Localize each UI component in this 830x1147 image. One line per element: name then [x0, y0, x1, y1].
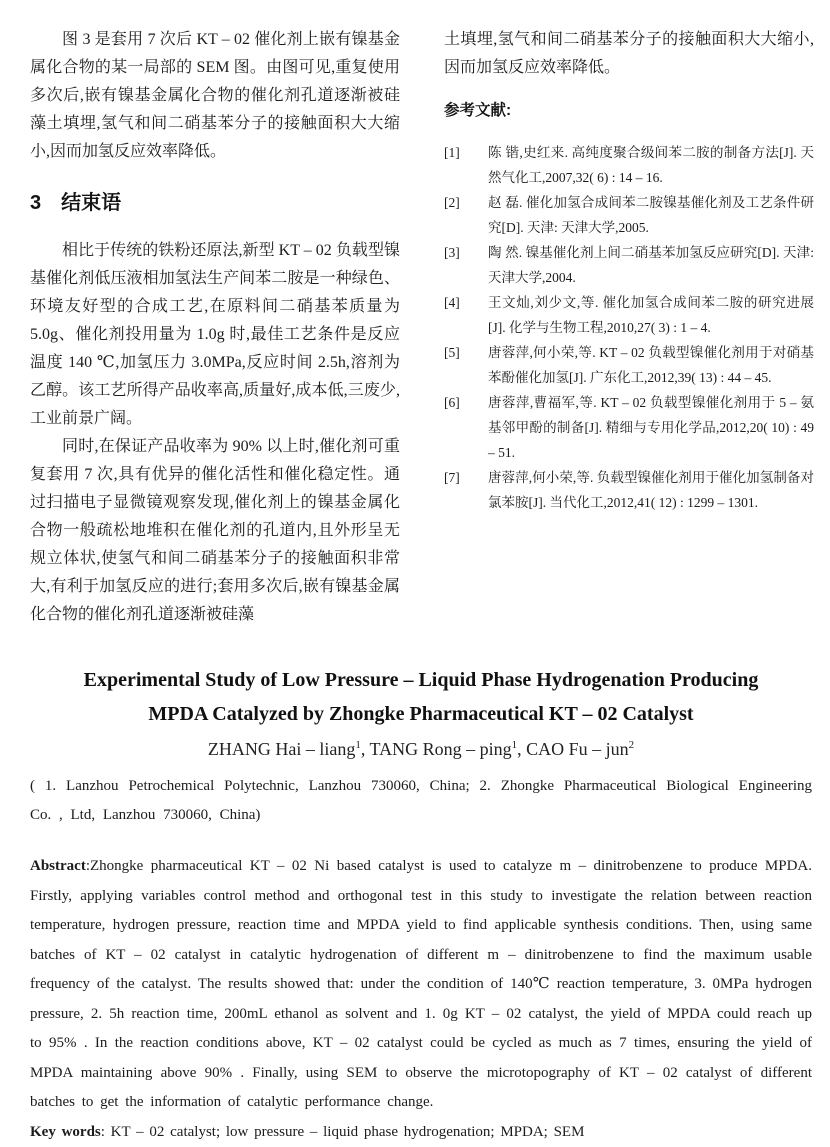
abstract-paragraph — [30, 852, 812, 1118]
references-list — [444, 140, 814, 515]
reference-text: 唐蓉萍,何小荣,等. KT – 02 负载型镍催化剂用于对硝基苯酚催化加氢[J]. 广东化工,2012,39( 13) : 44 – 45. — [488, 345, 814, 385]
author-affiliation-superscript: 1 — [512, 739, 518, 751]
reference-number: [6] — [444, 390, 460, 415]
reference-number: [4] — [444, 290, 460, 315]
author-name: ZHANG Hai – liang — [208, 739, 355, 759]
authors-line — [30, 739, 812, 760]
author-affiliation-superscript: 2 — [629, 739, 635, 751]
reference-text: 陈 锴,史红来. 高纯度聚合级间苯二胺的制备方法[J]. 天然气化工,2007,32( 6) : 14 – 16. — [488, 145, 814, 185]
reference-text: 唐蓉萍,何小荣,等. 负载型镍催化剂用于催化加氢制备对氯苯胺[J]. 当代化工,2012,41( 12) : 1299 – 1301. — [488, 470, 814, 510]
affiliation-line: ( 1. Lanzhou Petrochemical Polytechnic, Lanzhou 730060, China; 2. Zhongke Pharmaceutical Biological Engineering Co. , Ltd, Lanzhou 730060, China) — [30, 772, 812, 830]
left-column — [30, 26, 400, 629]
abstract-label: Abstract — [30, 858, 86, 874]
english-title-line2: MPDA Catalyzed by Zhongke Pharmaceutical KT – 02 Catalyst — [30, 697, 812, 731]
reference-text: 赵 磊. 催化加氢合成间苯二胺镍基催化剂及工艺条件研究[D]. 天津: 天津大学,2005. — [488, 195, 814, 235]
reference-item — [444, 465, 814, 515]
abstract-text: Zhongke pharmaceutical KT – 02 Ni based catalyst is used to catalyze m – dinitrobenzene to produce MPDA. Firstly, applying variables control method and orthogonal test in this study to investigate the relation between reaction temperature, hydrogen pressure, reaction time and MPDA yield to find applicable synthesis conditions. Then, using same batches of KT – 02 catalyst in catalytic hydrogenation of different m – dinitrobenzene to find the maximum usable frequency of the catalyst. The results showed that: under the condition of 140℃ reaction temperature, 3. 0MPa hydrogen pressure, 2. 5h reaction time, 200mL ethanol as solvent and 1. 0g KT – 02 catalyst, the yield of MPDA could reach up to 95% . In the reaction conditions above, KT – 02 catalyst could be cycled as much as 7 times, ensuring the yield of MPDA maintaining above 90% . Finally, using SEM to observe the microtopography of KT – 02 catalyst of different batches to get the information of catalytic performance change. — [30, 858, 812, 1110]
reference-number: [5] — [444, 340, 460, 365]
reference-item — [444, 190, 814, 240]
keywords-text: KT – 02 catalyst; low pressure – liquid phase hydrogenation; MPDA; SEM — [111, 1124, 585, 1140]
author-name: CAO Fu – jun — [526, 739, 629, 759]
reference-number: [2] — [444, 190, 460, 215]
keywords-line — [30, 1118, 812, 1147]
reference-item — [444, 290, 814, 340]
english-abstract-section — [30, 663, 814, 1147]
reference-item — [444, 140, 814, 190]
author-separator: , — [361, 739, 370, 759]
section-number: 3 — [30, 192, 41, 215]
abstract-colon: : — [86, 858, 90, 874]
author-affiliation-superscript: 1 — [355, 739, 361, 751]
english-title — [30, 663, 812, 731]
author-separator: , — [517, 739, 526, 759]
reference-text: 王文灿,刘少文,等. 催化加氢合成间苯二胺的研究进展[J]. 化学与生物工程,2010,27( 3) : 1 – 4. — [488, 295, 814, 335]
chinese-two-column-section — [30, 26, 814, 629]
keywords-colon: : — [101, 1124, 111, 1140]
references-heading: 参考文献: — [444, 98, 814, 120]
right-column — [444, 26, 814, 629]
paragraph-sem-discussion: 图 3 是套用 7 次后 KT – 02 催化剂上嵌有镍基金属化合物的某一局部的 SEM 图。由图可见,重复使用多次后,嵌有镍基金属化合物的催化剂孔道逐渐被硅藻土填埋,氢气和间二硝基苯分子的接触面积大大缩小,因而加氢反应效率降低。 — [30, 26, 400, 166]
reference-item — [444, 240, 814, 290]
section-heading-conclusion — [30, 186, 400, 215]
reference-item — [444, 390, 814, 465]
reference-number: [3] — [444, 240, 460, 265]
reference-text: 唐蓉萍,曹福军,等. KT – 02 负载型镍催化剂用于 5 – 氨基邻甲酚的制备[J]. 精细与专用化学品,2012,20( 10) : 49 – 51. — [488, 395, 814, 460]
paragraph-conclusion-1: 相比于传统的铁粉还原法,新型 KT – 02 负载型镍基催化剂低压液相加氢法生产间苯二胺是一种绿色、环境友好型的合成工艺,在原料间二硝基苯质量为 5.0g、催化剂投用量为 1.0g 时,最佳工艺条件是反应温度 140 ℃,加氢压力 3.0MPa,反应时间 2.5h,溶剂为乙醇。该工艺所得产品收率高,质量好,成本低,三废少,工业前景广阔。 — [30, 237, 400, 433]
keywords-label: Key words — [30, 1124, 101, 1140]
section-title: 结束语 — [61, 186, 121, 215]
english-title-line1: Experimental Study of Low Pressure – Liquid Phase Hydrogenation Producing — [30, 663, 812, 697]
paragraph-conclusion-2: 同时,在保证产品收率为 90% 以上时,催化剂可重复套用 7 次,具有优异的催化活性和催化稳定性。通过扫描电子显微镜观察发现,催化剂上的镍基金属化合物一般疏松地堆积在催化剂的孔道内,且外形呈无规立体状,使氢气和间二硝基苯分子的接触面积非常大,有利于加氢反应的进行;套用多次后,嵌有镍基金属化合物的催化剂孔道逐渐被硅藻 — [30, 433, 400, 629]
reference-text: 陶 然. 镍基催化剂上间二硝基苯加氢反应研究[D]. 天津: 天津大学,2004. — [488, 245, 814, 285]
reference-number: [7] — [444, 465, 460, 490]
reference-item — [444, 340, 814, 390]
reference-number: [1] — [444, 140, 460, 165]
paragraph-conclusion-continuation: 土填埋,氢气和间二硝基苯分子的接触面积大大缩小,因而加氢反应效率降低。 — [444, 26, 814, 82]
author-name: TANG Rong – ping — [370, 739, 512, 759]
